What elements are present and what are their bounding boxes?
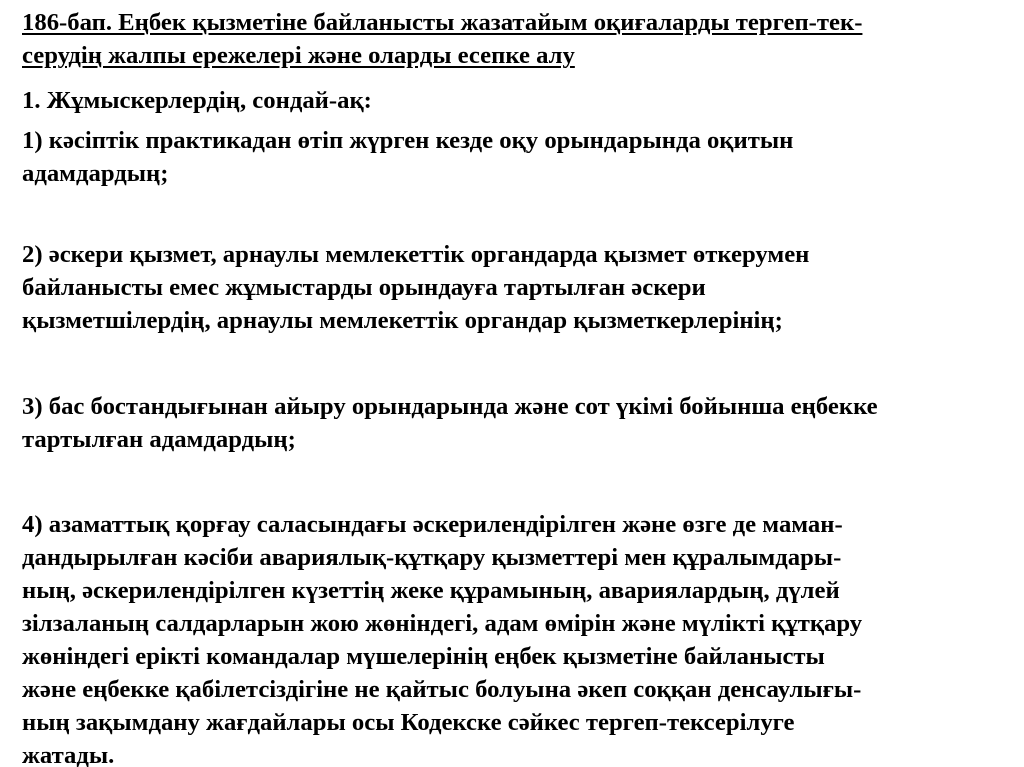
list-item-4-line-1: 4) азаматтық қорғау саласындағы әскерилендірілген және өзге де маман- xyxy=(22,511,843,538)
list-item-4-line-2: дандырылған кәсіби авариялық-құтқару қызметтері мен құралымдары- xyxy=(22,544,842,571)
list-item-4-line-8: жатады. xyxy=(22,742,115,767)
list-item-3 xyxy=(22,390,1012,456)
list-item-1-line-1: 1) кәсіптік практикадан өтіп жүрген кезде оқу орындарында оқитын xyxy=(22,127,794,154)
list-item-4-line-6: және еңбекке қабілетсіздігіне не қайтыс болуына әкеп соққан денсаулығы- xyxy=(22,676,862,703)
list-item-4-line-4: зілзаланың салдарларын жою жөніндегі, адам өмірін және мүлікті құтқару xyxy=(22,610,863,637)
list-item-3-line-2: тартылған адамдардың; xyxy=(22,426,296,453)
list-item-1 xyxy=(22,124,1012,190)
list-item-4 xyxy=(22,508,1012,767)
list-item-4-line-3: ның, әскерилендірілген күзеттің жеке құрамының, авариялардың, дүлей xyxy=(22,577,840,604)
list-item-2-line-2: байланысты емес жұмыстарды орындауға тартылған әскери xyxy=(22,274,706,301)
article-title-line-2: серудің жалпы ережелері және оларды есепке алу xyxy=(22,42,575,69)
list-item-2-line-3: қызметшілердің, арнаулы мемлекеттік органдар қызметкерлерінің; xyxy=(22,307,783,334)
article-title xyxy=(22,6,1012,72)
list-item-1-line-2: адамдардың; xyxy=(22,160,169,187)
list-item-3-line-1: 3) бас бостандығынан айыру орындарында және сот үкімі бойынша еңбекке xyxy=(22,393,878,420)
list-item-2 xyxy=(22,238,1012,337)
article-title-line-1: 186-бап. Еңбек қызметіне байланысты жазатайым оқиғаларды тергеп-тек- xyxy=(22,9,863,36)
list-item-4-line-5: жөніндегі ерікті командалар мүшелерінің еңбек қызметіне байланысты xyxy=(22,643,825,670)
intro-paragraph xyxy=(22,84,1012,117)
list-item-4-line-7: ның зақымдану жағдайлары осы Кодекске сәйкес тергеп-тексерілуге xyxy=(22,709,795,736)
intro-line: 1. Жұмыскерлердің, сондай-ақ: xyxy=(22,87,372,114)
list-item-2-line-1: 2) әскери қызмет, арнаулы мемлекеттік органдарда қызмет өткерумен xyxy=(22,241,810,268)
